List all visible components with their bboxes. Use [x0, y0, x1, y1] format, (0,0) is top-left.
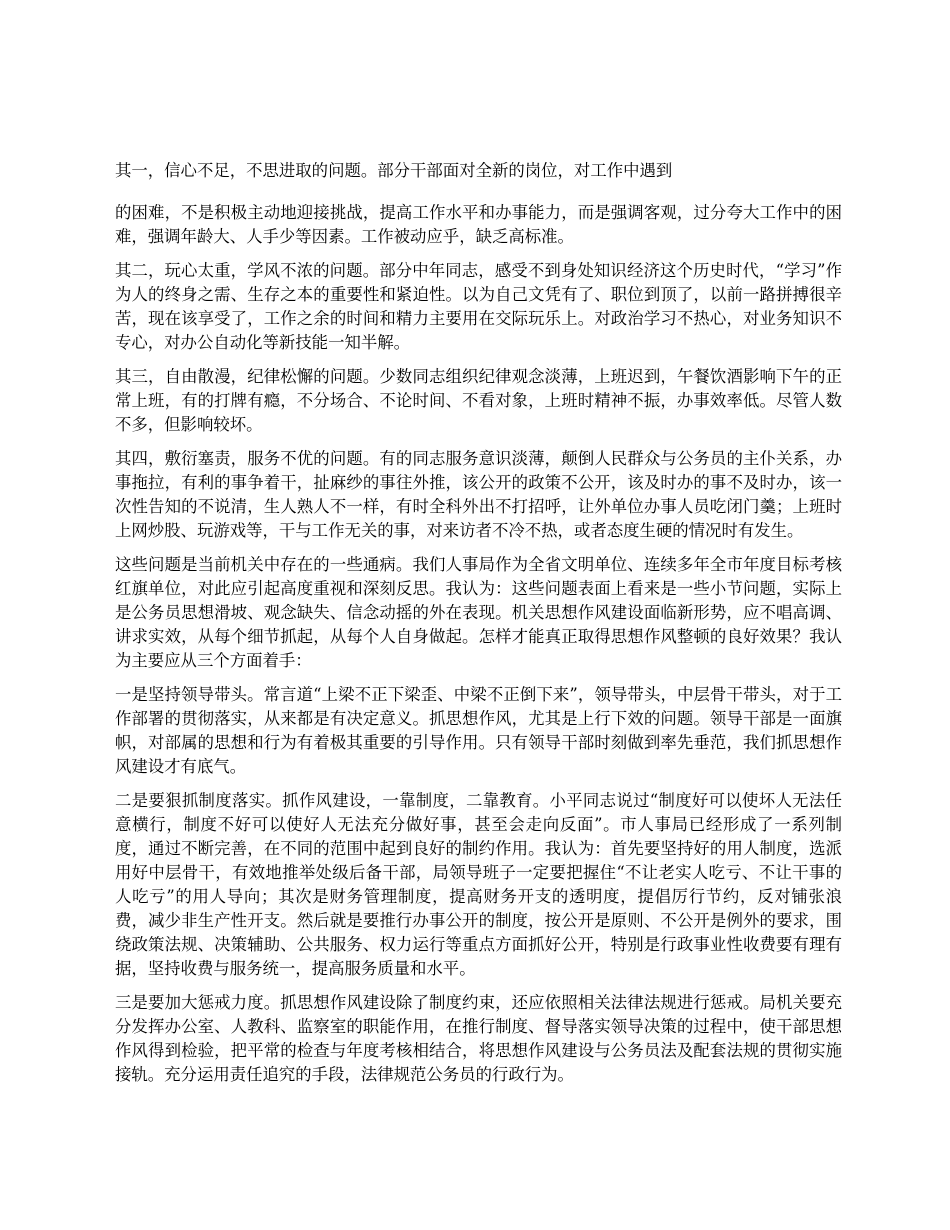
paragraph-5: 其四，敷衍塞责，服务不优的问题。有的同志服务意识淡薄，颠倒人民群众与公务员的主仆关系，办事拖拉，有利的事争着干，扯麻纱的事往外推，该公开的政策不公开，该及时办的事不及时办，该一次性告知的不说清，生人熟人不一样，有时全科外出不打招呼，让外单位办事人员吃闭门羹；上班时上网炒股、玩游戏等，干与工作无关的事，对来访者不冷不热，或者态度生硬的情况时有发生。	[115, 449, 842, 540]
paragraph-2: 的困难，不是积极主动地迎接挑战，提高工作水平和办事能力，而是强调客观，过分夸大工作中的困难，强调年龄大、人手少等因素。工作被动应乎，缺乏高标准。	[115, 203, 842, 246]
document-body	[115, 159, 842, 1097]
paragraph-3: 其二，玩心太重，学风不浓的问题。部分中年同志，感受不到身处知识经济这个历史时代，“学习”作为人的终身之需、生存之本的重要性和紧迫性。以为自己文凭有了、职位到顶了，以前一路拼搏很辛苦，现在该享受了，工作之余的时间和精力主要用在交际玩乐上。对政治学习不热心，对业务知识不专心，对办公自动化等新技能一知半解。	[115, 261, 842, 352]
paragraph-8: 二是要狠抓制度落实。抓作风建设，一靠制度，二靠教育。小平同志说过“制度好可以使坏人无法任意横行，制度不好可以使好人无法充分做好事，甚至会走向反面”。市人事局已经形成了一系列制度，通过不断完善，在不同的范围中起到良好的制约作用。我认为：首先要坚持好的用人制度，选派用好中层骨干，有效地推举处级后备干部，局领导班子一定要把握住“不让老实人吃亏、不让干事的人吃亏”的用人导向；其次是财务管理制度，提高财务开支的透明度，提倡厉行节约，反对铺张浪费，减少非生产性开支。然后就是要推行办事公开的制度，按公开是原则、不公开是例外的要求，围绕政策法规、决策辅助、公共服务、权力运行等重点方面抓好公开，特别是行政事业性收费要有理有据，坚持收费与服务统一，提高服务质量和水平。	[115, 791, 842, 978]
paragraph-4: 其三，自由散漫，纪律松懈的问题。少数同志组织纪律观念淡薄，上班迟到，午餐饮酒影响下午的正常上班，有的打牌有瘾，不分场合、不论时间、不看对象，上班时精神不振，办事效率低。尽管人数不多，但影响较坏。	[115, 367, 842, 434]
paragraph-9: 三是要加大惩戒力度。抓思想作风建设除了制度约束，还应依照相关法律法规进行惩戒。局机关要充分发挥办公室、人教科、监察室的职能作用，在推行制度、督导落实领导决策的过程中，使干部思想作风得到检验，把平常的检查与年度考核相结合，将思想作风建设与公务员法及配套法规的贯彻实施接轨。充分运用责任追究的手段，法律规范公务员的行政行为。	[115, 993, 842, 1084]
paragraph-6: 这些问题是当前机关中存在的一些通病。我们人事局作为全省文明单位、连续多年全市年度目标考核红旗单位，对此应引起高度重视和深刻反思。我认为：这些问题表面上看来是一些小节问题，实际上是公务员思想滑坡、观念缺失、信念动摇的外在表现。机关思想作风建设面临新形势，应不唱高调、讲求实效，从每个细节抓起，从每个人自身做起。怎样才能真正取得思想作风整顿的良好效果？我认为主要应从三个方面着手：	[115, 555, 842, 670]
paragraph-1: 其一，信心不足，不思进取的问题。部分干部面对全新的岗位，对工作中遇到	[115, 161, 673, 180]
paragraph-7: 一是坚持领导带头。常言道“上梁不正下梁歪、中梁不正倒下来”，领导带头，中层骨干带头，对于工作部署的贯彻落实，从来都是有决定意义。抓思想作风，尤其是上行下效的问题。领导干部是一面旗帜，对部属的思想和行为有着极其重要的引导作用。只有领导干部时刻做到率先垂范，我们抓思想作风建设才有底气。	[115, 685, 842, 776]
